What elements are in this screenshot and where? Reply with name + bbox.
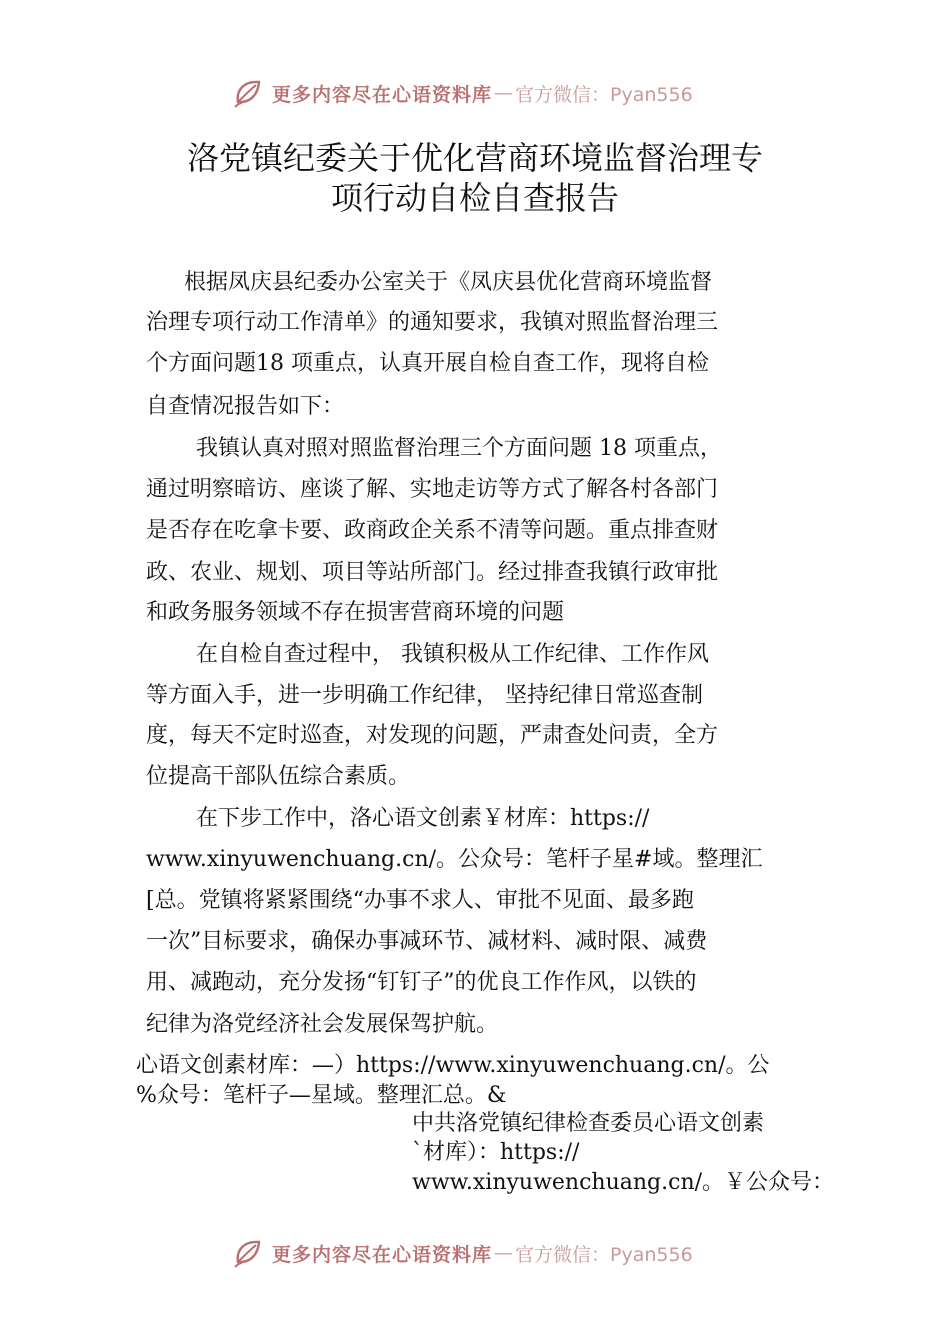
banner-contact: 官方微信：Pyan556 [515,83,693,106]
banner-contact: 官方微信：Pyan556 [515,1243,693,1266]
body-line: 纪律为洛党经济社会发展保驾护航。 [146,1012,499,1037]
body-line: 用、减跑动，充分发扬“钉钉子”的优良工作作风，以铁的 [146,970,697,995]
banner-text: 更多内容尽在心语资料库 [272,1243,493,1266]
footnote-line: %众号：笔杆子—星域。整理汇总。& [136,1083,507,1108]
body-line: 度，每天不定时巡查，对发现的问题，严肃查处问责，全方 [146,723,719,748]
title-line: 项行动自检自查报告 [330,179,619,217]
banner-text: 更多内容尽在心语资料库 [272,83,493,106]
body-line: 是否存在吃拿卡要、政商政企关系不清等问题。重点排查财 [146,518,719,543]
body-line: 政、农业、规划、项目等站所部门。经过排查我镇行政审批 [146,560,719,585]
body-line: 通过明察暗访、座谈了解、实地走访等方式了解各村各部门 [146,477,719,502]
body-line: 一次”目标要求，确保办事减环节、减材料、减时限、减费 [146,929,708,954]
document-title [110,138,840,218]
footnote-line: 心语文创素材库：—）https://www.xinyuwenchuang.cn/。公 [136,1053,770,1078]
banner-separator: — [494,1242,514,1264]
body-line: 根据凤庆县纪委办公室关于《凤庆县优化营商环境监督 [184,270,713,295]
body-line: 在下步工作中，洛心语文创素￥材库：https:// [196,806,650,831]
signature-line: `材库）：https:// [412,1140,580,1165]
body-line: 个方面问题18 项重点，认真开展自检自查工作，现将自检 [146,351,709,376]
body-line: [总。党镇将紧紧围绕“办事不求人、审批不见面、最多跑 [146,888,694,913]
body-line: 治理专项行动工作清单》的通知要求，我镇对照监督治理三 [146,310,719,335]
signature-line: 中共洛党镇纪律检查委员心语文创素 [412,1111,765,1136]
body-line: 我镇认真对照对照监督治理三个方面问题 18 项重点， [196,436,722,461]
header-banner [232,76,752,110]
body-line: 等方面入手，进一步明确工作纪律， 坚持纪律日常巡查制 [146,683,703,708]
body-line: 和政务服务领域不存在损害营商环境的问题 [146,600,565,625]
footer-banner [232,1236,752,1270]
title-line: 洛党镇纪委关于优化营商环境监督治理专 [186,139,763,177]
body-line: 在自检自查过程中， 我镇积极从工作纪律、工作作风 [196,642,709,667]
body-line: 位提高干部队伍综合素质。 [146,764,411,789]
leaf-logo-icon [232,1236,266,1270]
body-line: 自查情况报告如下： [146,394,345,419]
body-line: www.xinyuwenchuang.cn/。公众号：笔杆子星#域。整理汇 [146,847,763,872]
banner-separator: — [494,82,514,104]
signature-line: www.xinyuwenchuang.cn/。￥公众号： [412,1170,835,1195]
leaf-logo-icon [232,76,266,110]
